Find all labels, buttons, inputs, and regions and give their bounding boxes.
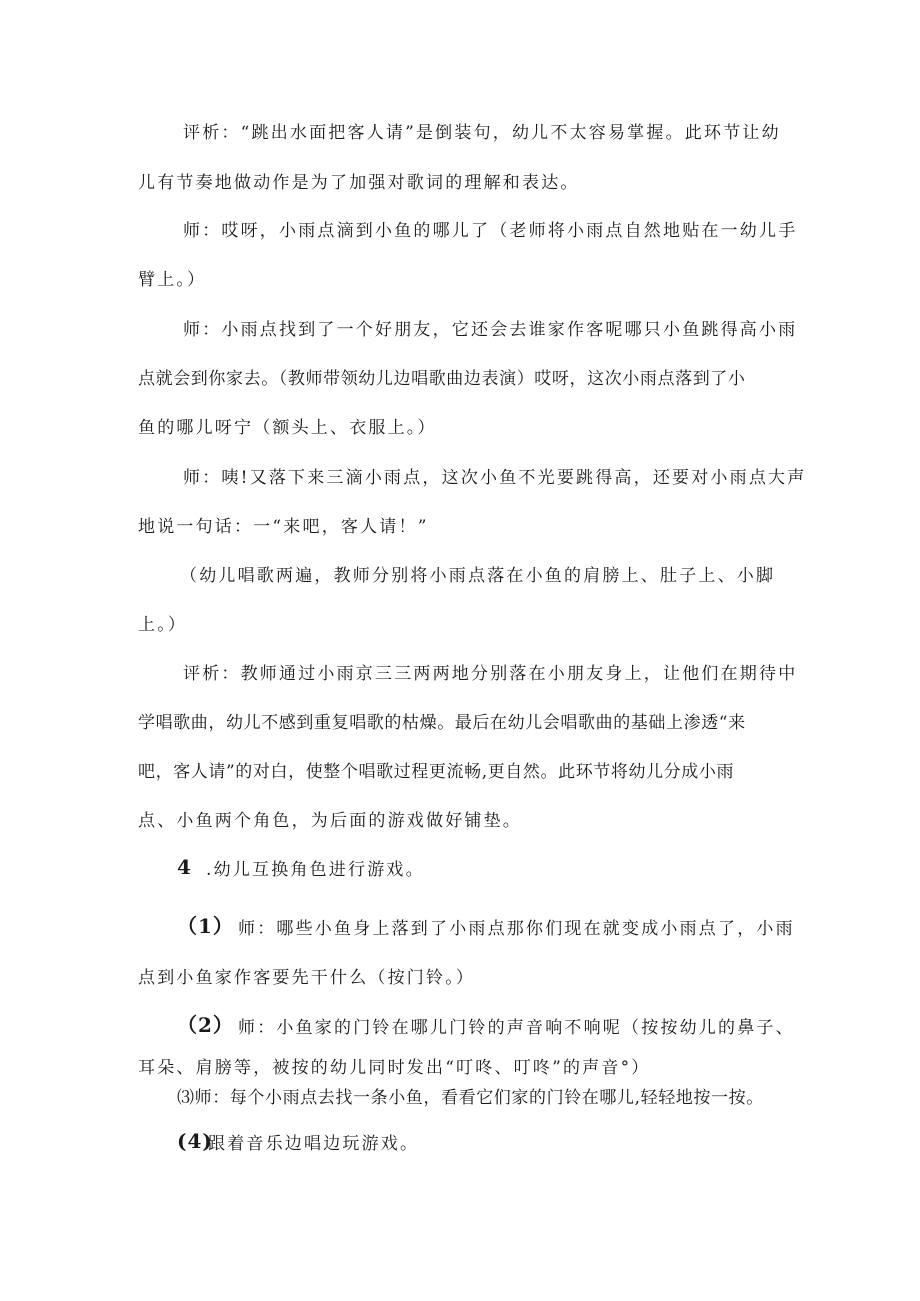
- list-number: 4: [177, 855, 192, 879]
- text-line: 师：哎呀，小雨点滴到小鱼的哪儿了（老师将小雨点自然地贴在一幼儿手: [183, 221, 798, 241]
- text-line: 耳朵、肩膀等，被按的幼儿同时发出“叮咚、叮咚”的声音°）: [138, 1058, 651, 1078]
- text-line: 吧，客人请”的对白，使整个唱歌过程更流畅,更自然。此环节将幼儿分成小雨: [138, 762, 735, 782]
- text-line: 上。）: [138, 615, 188, 635]
- text-line: 点就会到你家去。（教师带领幼儿边唱歌曲边表演）哎呀，这次小雨点落到了小: [138, 369, 746, 389]
- text-line: 臂上。）: [138, 270, 207, 290]
- text-line: 师：咦!又落下来三滴小雨点，这次小鱼不光要跳得高，还要对小雨点大声: [183, 468, 807, 488]
- text-line: 师：小雨点找到了一个好朋友，它还会去谁家作客呢哪只小鱼跳得高小雨: [183, 320, 798, 340]
- list-number: （2）: [177, 1013, 234, 1037]
- text-line: ⑶师：每个小雨点去找一条小鱼，看看它们家的门铃在哪儿,轻轻地按一按。: [177, 1088, 764, 1108]
- text-line: （幼儿唱歌两遍，教师分别将小雨点落在小鱼的肩膀上、肚子上、小脚: [180, 566, 776, 586]
- text-line: 点、小鱼两个角色，为后面的游戏做好铺垫。: [138, 811, 522, 831]
- text-line: 学唱歌曲，幼儿不感到重复唱歌的枯燥。最后在幼儿会唱歌曲的基础上渗透“来: [138, 713, 746, 733]
- text-line: 师：哪些小鱼身上落到了小雨点那你们现在就变成小雨点了，小雨: [238, 919, 795, 939]
- text-line: 地说一句话：一“来吧，客人请！”: [138, 517, 429, 537]
- text-line: 鱼的哪儿呀宁（额头上、衣服上。）: [138, 418, 437, 438]
- text-line: 点到小鱼家作客要先干什么（按门铃。）: [138, 968, 476, 988]
- text-line: .幼儿互换角色进行游戏。: [206, 860, 425, 880]
- text-line: 跟着音乐边唱边玩游戏。: [208, 1134, 420, 1154]
- text-line: 评析：“跳出水面把客人请”是倒装句，幼儿不太容易掌握。此环节让幼: [183, 123, 781, 143]
- list-number: （1）: [177, 914, 234, 938]
- text-line: 师：小鱼家的门铃在哪儿门铃的声音响不响呢（按按幼儿的鼻子、: [238, 1018, 795, 1038]
- list-number: (4): [177, 1129, 213, 1153]
- text-line: 评析：教师通过小雨京三三两两地分别落在小朋友身上，让他们在期待中: [183, 664, 798, 684]
- text-line: 儿有节奏地做动作是为了加强对歌词的理解和表达。: [138, 173, 580, 193]
